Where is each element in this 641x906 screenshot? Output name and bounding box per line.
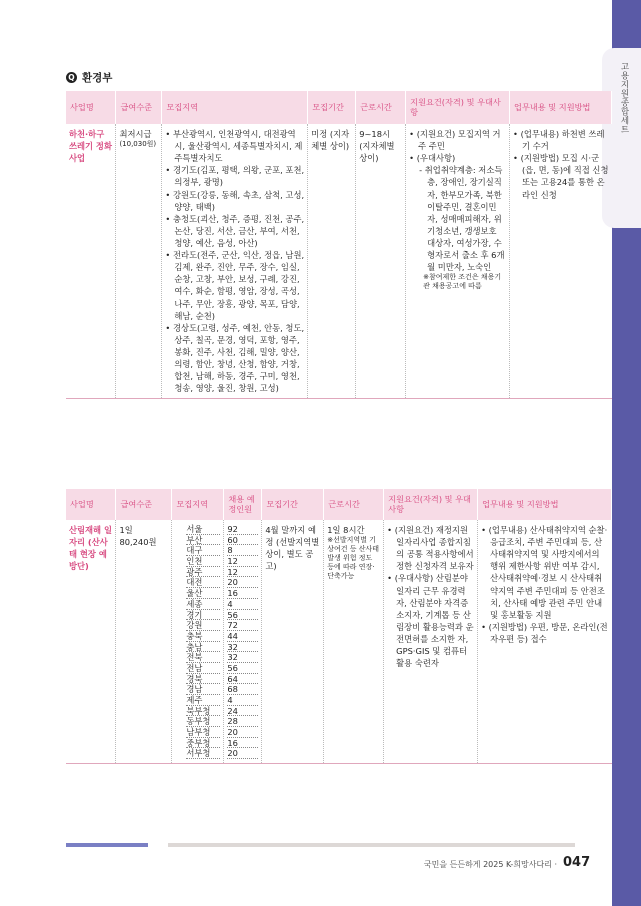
header-region: 모집지역 xyxy=(162,91,308,124)
region-item: 경남 xyxy=(186,684,220,695)
q-icon: Q xyxy=(66,72,77,83)
region-item: 전남 xyxy=(186,663,220,674)
hiring-count: 20 xyxy=(227,727,258,738)
region-item: 충남 xyxy=(186,642,220,653)
hiring-count: 44 xyxy=(227,631,258,642)
job-cell xyxy=(510,124,612,399)
requirement-preference: • (우대사항) xyxy=(409,152,506,164)
hiring-count-list xyxy=(224,520,262,764)
region-item: 전북 xyxy=(186,652,220,663)
hiring-count: 4 xyxy=(227,695,258,706)
hiring-count: 68 xyxy=(227,684,258,695)
hiring-count: 24 xyxy=(227,706,258,717)
header-hours: 근로시간 xyxy=(356,91,406,124)
header-hours: 근로시간 xyxy=(324,489,384,520)
hiring-count: 64 xyxy=(227,674,258,685)
region-item: 동부청 xyxy=(186,716,220,727)
requirements-cell xyxy=(406,124,510,399)
header-hiring-count: 채용 예정인원 xyxy=(224,489,262,520)
program-table-river-cleanup xyxy=(66,91,612,399)
job-cell xyxy=(478,520,612,764)
pay-cell xyxy=(116,520,172,764)
hiring-count: 32 xyxy=(227,642,258,653)
hours-note: ※선발지역별 기상여건 등 산사태 발생 위험 정도 등에 따라 연장·단축가능 xyxy=(327,536,380,581)
region-item: 충북 xyxy=(186,631,220,642)
footer-accent-bar xyxy=(66,843,148,847)
region-item: 세종 xyxy=(186,599,220,610)
pay-cell xyxy=(116,124,162,399)
table-header-row xyxy=(66,91,612,124)
hours-main: 1일 8시간 xyxy=(327,525,365,535)
hiring-count: 60 xyxy=(227,535,258,546)
region-item: 중부청 xyxy=(186,738,220,749)
header-requirements: 지원요건(자격) 및 우대사항 xyxy=(406,91,510,124)
hiring-count: 72 xyxy=(227,620,258,631)
footer-divider xyxy=(168,843,575,847)
region-item: 경기 xyxy=(186,610,220,621)
region-item: 제주 xyxy=(186,695,220,706)
pay-amount: 80,240원 xyxy=(119,537,157,548)
region-item: • 경상도(고령, 성주, 예천, 안동, 청도, 상주, 칠곡, 문경, 영덕, 포항, 영주, 봉화, 진주, 사천, 김해, 밀양, 양산, 의령, 함안, 창녕, 산청, 함양, 거창, 합천, 남해, 하동, 경주, 구미, 영천, 청송, 영양, 울진, 창원, 고성) xyxy=(165,322,304,395)
region-item: 남부청 xyxy=(186,727,220,738)
header-period: 모집기간 xyxy=(308,91,356,124)
section-heading xyxy=(66,70,112,85)
hiring-count: 20 xyxy=(227,577,258,588)
region-item: 광주 xyxy=(186,567,220,578)
region-item: • 충청도(괴산, 청주, 증평, 진천, 공주, 논산, 당진, 서산, 금산, 부여, 서천, 청양, 예산, 음성, 아산) xyxy=(165,213,304,249)
region-item: 울산 xyxy=(186,588,220,599)
hours-cell: 9~18시 (지자체별 상이) xyxy=(356,124,406,399)
region-item: 북부청 xyxy=(186,706,220,717)
header-job: 업무내용 및 지원방법 xyxy=(478,489,612,520)
region-item: 대구 xyxy=(186,545,220,556)
requirement-vulnerable-groups: - 취업취약계층: 저소득층, 장애인, 장기실직자, 한부모가족, 북한이탈주민, 결혼이민자, 성매매피해자, 위기청소년, 갱생보호 대상자, 여성가장, 수형자로서 출소 후 6개월 미만자, 노숙인 xyxy=(419,165,505,273)
region-item: 경북 xyxy=(186,674,220,685)
header-requirements: 지원요건(자격) 및 우대사항 xyxy=(384,489,478,520)
hiring-count: 20 xyxy=(227,748,258,759)
table-row xyxy=(66,124,612,399)
job-content: • (업무내용) 하천변 쓰레기 수거 xyxy=(513,128,608,152)
requirement-preference: • (우대사항) 산림분야 일자리 근무 유경력자, 산림분야 자격증 소지자, 기계톱 등 산림장비 활용능력과 운전면허를 소지한 자, GPS·GIS 및 컴퓨터 활용 숙련자 xyxy=(387,572,474,669)
region-cell xyxy=(162,124,308,399)
hiring-count: 12 xyxy=(227,556,258,567)
program-name: 산림재해 일자리 (산사태 현장 예방단) xyxy=(66,520,116,764)
footer-title: 국민을 든든하게 2025 K-희망사다리 · xyxy=(423,860,557,869)
region-item: 강원 xyxy=(186,620,220,631)
region-item: 대전 xyxy=(186,577,220,588)
table-row xyxy=(66,520,612,764)
region-item: 서울 xyxy=(186,524,220,535)
hiring-count: 16 xyxy=(227,738,258,749)
header-program-name: 사업명 xyxy=(66,91,116,124)
hiring-count: 12 xyxy=(227,567,258,578)
region-item: • 강원도(강릉, 동해, 속초, 삼척, 고성, 양양, 태백) xyxy=(165,189,304,213)
hiring-count: 8 xyxy=(227,545,258,556)
side-tab-label: 고용지원종합세트 xyxy=(619,62,629,134)
hiring-count: 32 xyxy=(227,652,258,663)
region-item: • 경기도(김포, 평택, 의왕, 군포, 포천, 의정부, 광명) xyxy=(165,164,304,188)
pay-amount: (10,030원) xyxy=(119,140,157,149)
region-item: 인천 xyxy=(186,556,220,567)
header-period: 모집기간 xyxy=(262,489,324,520)
pay-unit: 1일 xyxy=(119,525,133,535)
requirements-cell xyxy=(384,520,478,764)
period-cell: 4월 말까지 예정 (선발지역별 상이, 별도 공고) xyxy=(262,520,324,764)
hiring-count: 4 xyxy=(227,599,258,610)
page-number: 047 xyxy=(563,855,591,870)
region-item: 부산 xyxy=(186,535,220,546)
pay-label: 최저시급 xyxy=(119,129,152,139)
region-item: • 부산광역시, 인천광역시, 대전광역시, 울산광역시, 세종특별자치시, 제주특별자치도 xyxy=(165,128,304,164)
hiring-count: 56 xyxy=(227,663,258,674)
section-title: 환경부 xyxy=(82,72,113,84)
hiring-count: 28 xyxy=(227,716,258,727)
header-program-name: 사업명 xyxy=(66,489,116,520)
region-item: 서부청 xyxy=(186,748,220,759)
requirement-note: ※참여제한 조건은 채용기관 채용공고에 따름 xyxy=(423,273,502,291)
hiring-count: 92 xyxy=(227,524,258,535)
hours-cell xyxy=(324,520,384,764)
requirement-main: • (지원요건) 모집지역 거주 주민 xyxy=(409,128,506,152)
program-table-landslide xyxy=(66,489,612,764)
hiring-count: 56 xyxy=(227,610,258,621)
region-list xyxy=(172,520,224,764)
job-content: • (업무내용) 산사태취약지역 순찰·응급조치, 주변 주민대피 등, 산사태취약지역 및 사방지에서의 행위 제한사항 위반 여부 감시, 산사태취약예·경보 시 산사태취약지역 주변 주민대피 등 안전조치, 산사태 예방 관련 주민 안내 및 홍보활동 지원 xyxy=(481,524,608,621)
header-job: 업무내용 및 지원방법 xyxy=(510,91,612,124)
program-name: 하천·하구 쓰레기 정화사업 xyxy=(66,124,116,399)
hiring-count: 16 xyxy=(227,588,258,599)
period-cell: 미정 (지자체별 상이) xyxy=(308,124,356,399)
region-item: • 전라도(전주, 군산, 익산, 정읍, 남원, 김제, 완주, 진안, 무주, 장수, 임실, 순창, 고창, 부안, 보성, 구례, 강진, 여수, 화순, 함평, 영암, 장성, 곡성, 나주, 무안, 장흥, 광양, 목포, 담양, 해남, 순천) xyxy=(165,249,304,322)
requirement-main: • (지원요건) 재정지원 일자리사업 종합지침의 공통 적용사항에서 정한 신청자격 보유자 xyxy=(387,524,474,572)
job-apply-method: • (지원방법) 모집 시·군(읍, 면, 동)에 직접 신청 또는 고용24를 통한 온라인 신청 xyxy=(513,152,608,200)
header-pay: 급여수준 xyxy=(116,91,162,124)
header-pay: 급여수준 xyxy=(116,489,172,520)
header-region: 모집지역 xyxy=(172,489,224,520)
job-apply-method: • (지원방법) 우편, 방문, 온라인(전자우편 등) 접수 xyxy=(481,621,608,645)
table-header-row xyxy=(66,489,612,520)
